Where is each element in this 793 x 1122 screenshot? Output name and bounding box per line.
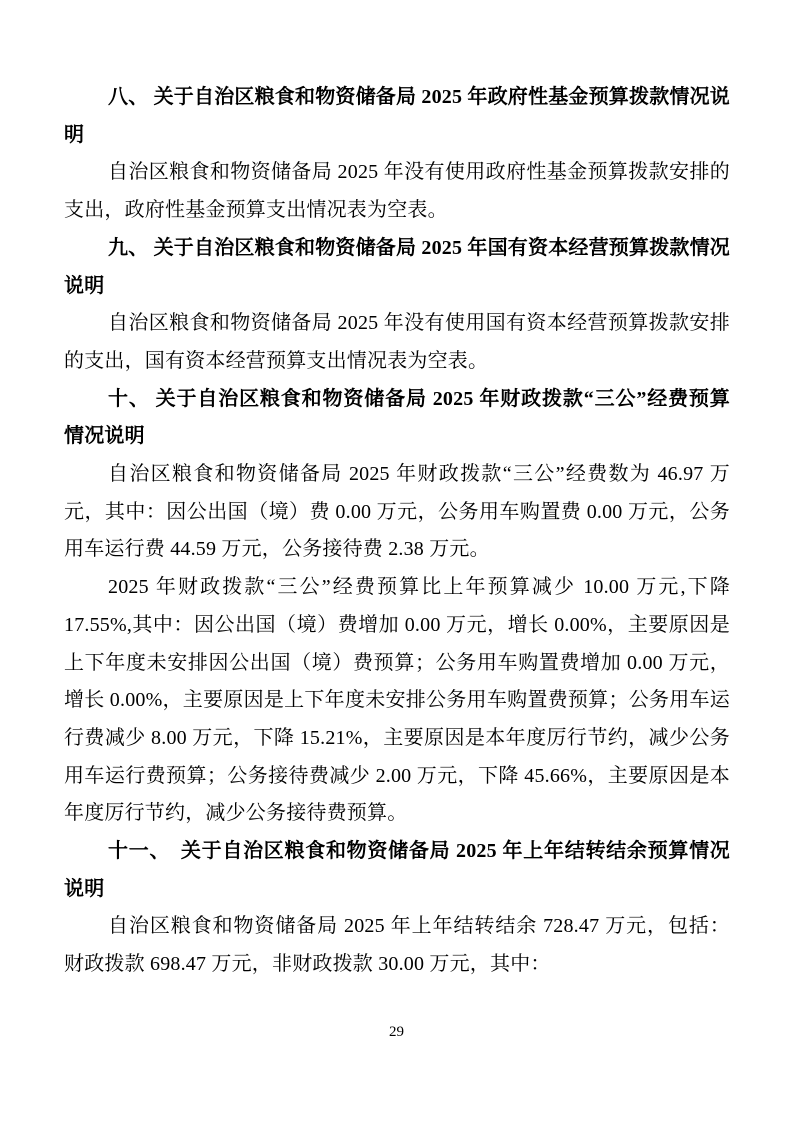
section-heading-10: 十、 关于自治区粮食和物资储备局 2025 年财政拨款“三公”经费预算情况说明 (64, 387, 730, 448)
paragraph: 自治区粮食和物资储备局 2025 年财政拨款“三公”经费数为 46.97 万元，其中：因公出国（境）费 0.00 万元，公务用车购置费 0.00 万元，公务用车运行费 44.59 万元，公务接待费 2.38 万元。 (64, 463, 730, 561)
page-number: 29 (389, 1024, 404, 1040)
paragraph: 2025 年财政拨款“三公”经费预算比上年预算减少 10.00 万元,下降 17.55%,其中：因公出国（境）费增加 0.00 万元，增长 0.00%，主要原因是上下年度未安排因公出国（境）费预算；公务用车购置费增加 0.00 万元，增长 0.00%，主要原因是上下年度未安排公务用车购置费预算；公务用车运行费减少 8.00 万元，下降 15.21%，主要原因是本年度厉行节约，减少公务用车运行费预算；公务接待费减少 2.00 万元，下降 45.66%，主要原因是本年度厉行节约，减少公务接待费预算。 (64, 576, 730, 825)
section-heading-11: 十一、 关于自治区粮食和物资储备局 2025 年上年结转结余预算情况说明 (64, 840, 730, 900)
section-heading-9: 九、 关于自治区粮食和物资储备局 2025 年国有资本经营预算拨款情况说明 (64, 236, 730, 297)
paragraph: 自治区粮食和物资储备局 2025 年没有使用国有资本经营预算拨款安排的支出，国有资本经营预算支出情况表为空表。 (64, 312, 730, 372)
paragraph: 自治区粮食和物资储备局 2025 年上年结转结余 728.47 万元，包括：财政拨款 698.47 万元，非财政拨款 30.00 万元，其中： (64, 915, 730, 976)
paragraph: 自治区粮食和物资储备局 2025 年没有使用政府性基金预算拨款安排的支出，政府性基金预算支出情况表为空表。 (64, 161, 730, 222)
section-heading-8: 八、 关于自治区粮食和物资储备局 2025 年政府性基金预算拨款情况说明 (64, 86, 730, 146)
document-body (64, 79, 730, 984)
